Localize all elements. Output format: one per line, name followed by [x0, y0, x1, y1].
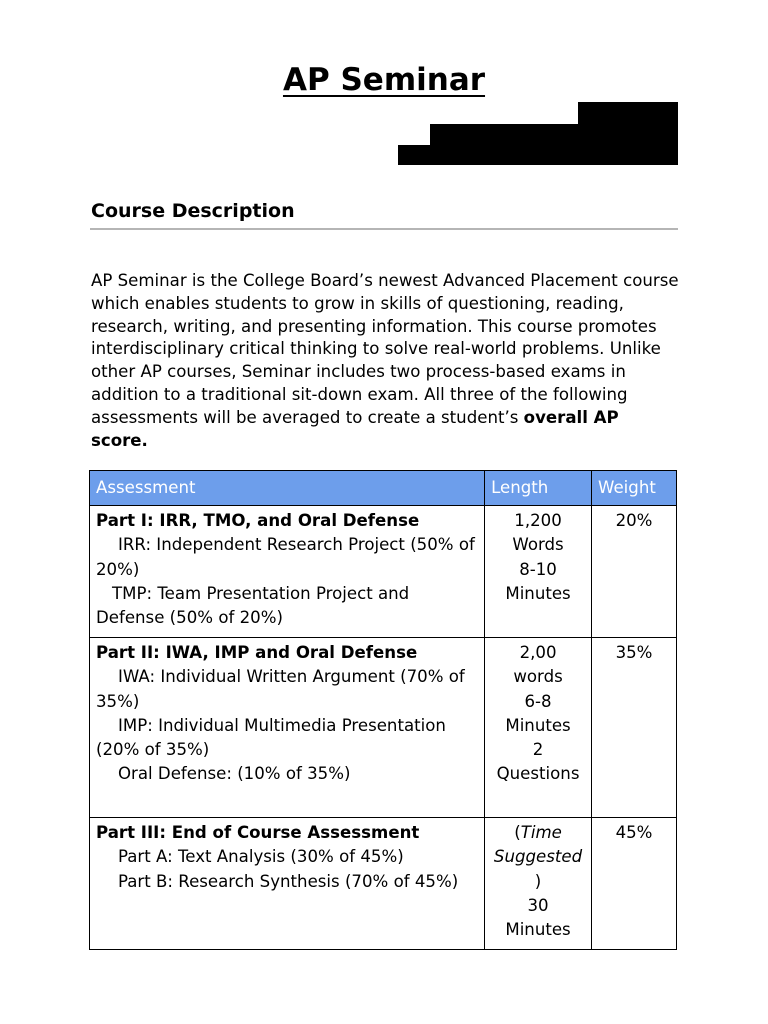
length-note: Time Suggested — [493, 823, 583, 867]
assessment-item: Oral Defense: (10% of 35%) — [118, 764, 351, 784]
length-line: 30 — [527, 895, 549, 915]
length-line: 8-10 — [519, 559, 557, 579]
part-title: Part II: IWA, IMP and Oral Defense — [96, 643, 418, 663]
length-cell — [485, 506, 592, 638]
length-open-paren: ( — [514, 823, 521, 843]
header-assessment: Assessment — [90, 471, 485, 506]
length-cell — [485, 638, 592, 818]
length-line: Minutes — [505, 920, 571, 940]
length-line: 1,200 — [514, 511, 562, 531]
length-line: Questions — [496, 764, 580, 784]
part-title: Part III: End of Course Assessment — [96, 823, 420, 843]
heading-divider — [90, 228, 678, 230]
table-header-row — [90, 471, 677, 506]
assessment-item: IRR: Independent Research Project (50% of 20%) — [96, 535, 475, 579]
length-line: 2 — [532, 740, 544, 760]
redaction-block — [398, 145, 438, 165]
length-line: Minutes — [505, 715, 571, 735]
length-line: words — [513, 667, 563, 687]
redaction-block — [430, 124, 580, 165]
length-line: 2,00 — [519, 643, 557, 663]
length-cell — [485, 818, 592, 950]
part-title: Part I: IRR, TMO, and Oral Defense — [96, 511, 420, 531]
assessment-item: IMP: Individual Multimedia Presentation (20% of 35%) — [96, 715, 446, 760]
weight-cell: 45% — [592, 818, 677, 950]
length-line: Minutes — [505, 583, 571, 603]
length-close-paren: ) — [534, 871, 542, 891]
weight-cell: 20% — [592, 506, 677, 638]
description-text: AP Seminar is the College Board’s newest Advanced Placement course which enables students to grow in skills of questioning, reading, research, writing, and presenting information. This course promotes interdisciplinary critical thinking to solve real-world problems. Unlike other AP courses, Seminar includes two process-based exams in addition to a traditional sit-down exam. All three of the following assessments will be averaged to create a student’s — [91, 271, 679, 427]
header-length: Length — [485, 471, 592, 506]
redaction-block — [578, 102, 678, 165]
page-title: AP Seminar — [282, 62, 486, 98]
table-row — [90, 638, 677, 818]
assessment-cell — [90, 638, 485, 818]
assessment-cell — [90, 818, 485, 950]
weight-cell: 35% — [592, 638, 677, 818]
length-line: Words — [512, 535, 564, 555]
assessment-item: IWA: Individual Written Argument (70% of 35%) — [96, 667, 465, 711]
assessment-item: Part A: Text Analysis (30% of 45%) — [118, 847, 404, 867]
assessment-cell — [90, 506, 485, 638]
section-heading: Course Description — [91, 200, 295, 222]
assessment-item: TMP: Team Presentation Project and Defense (50% of 20%) — [96, 583, 410, 628]
assessment-table — [89, 470, 677, 950]
length-line: 6-8 — [524, 691, 552, 711]
assessment-item: Part B: Research Synthesis (70% of 45%) — [118, 871, 459, 891]
description-bold: overall AP score. — [91, 407, 619, 450]
table-row — [90, 818, 677, 950]
table-row — [90, 506, 677, 638]
course-description — [91, 270, 681, 452]
header-weight: Weight — [592, 471, 677, 506]
